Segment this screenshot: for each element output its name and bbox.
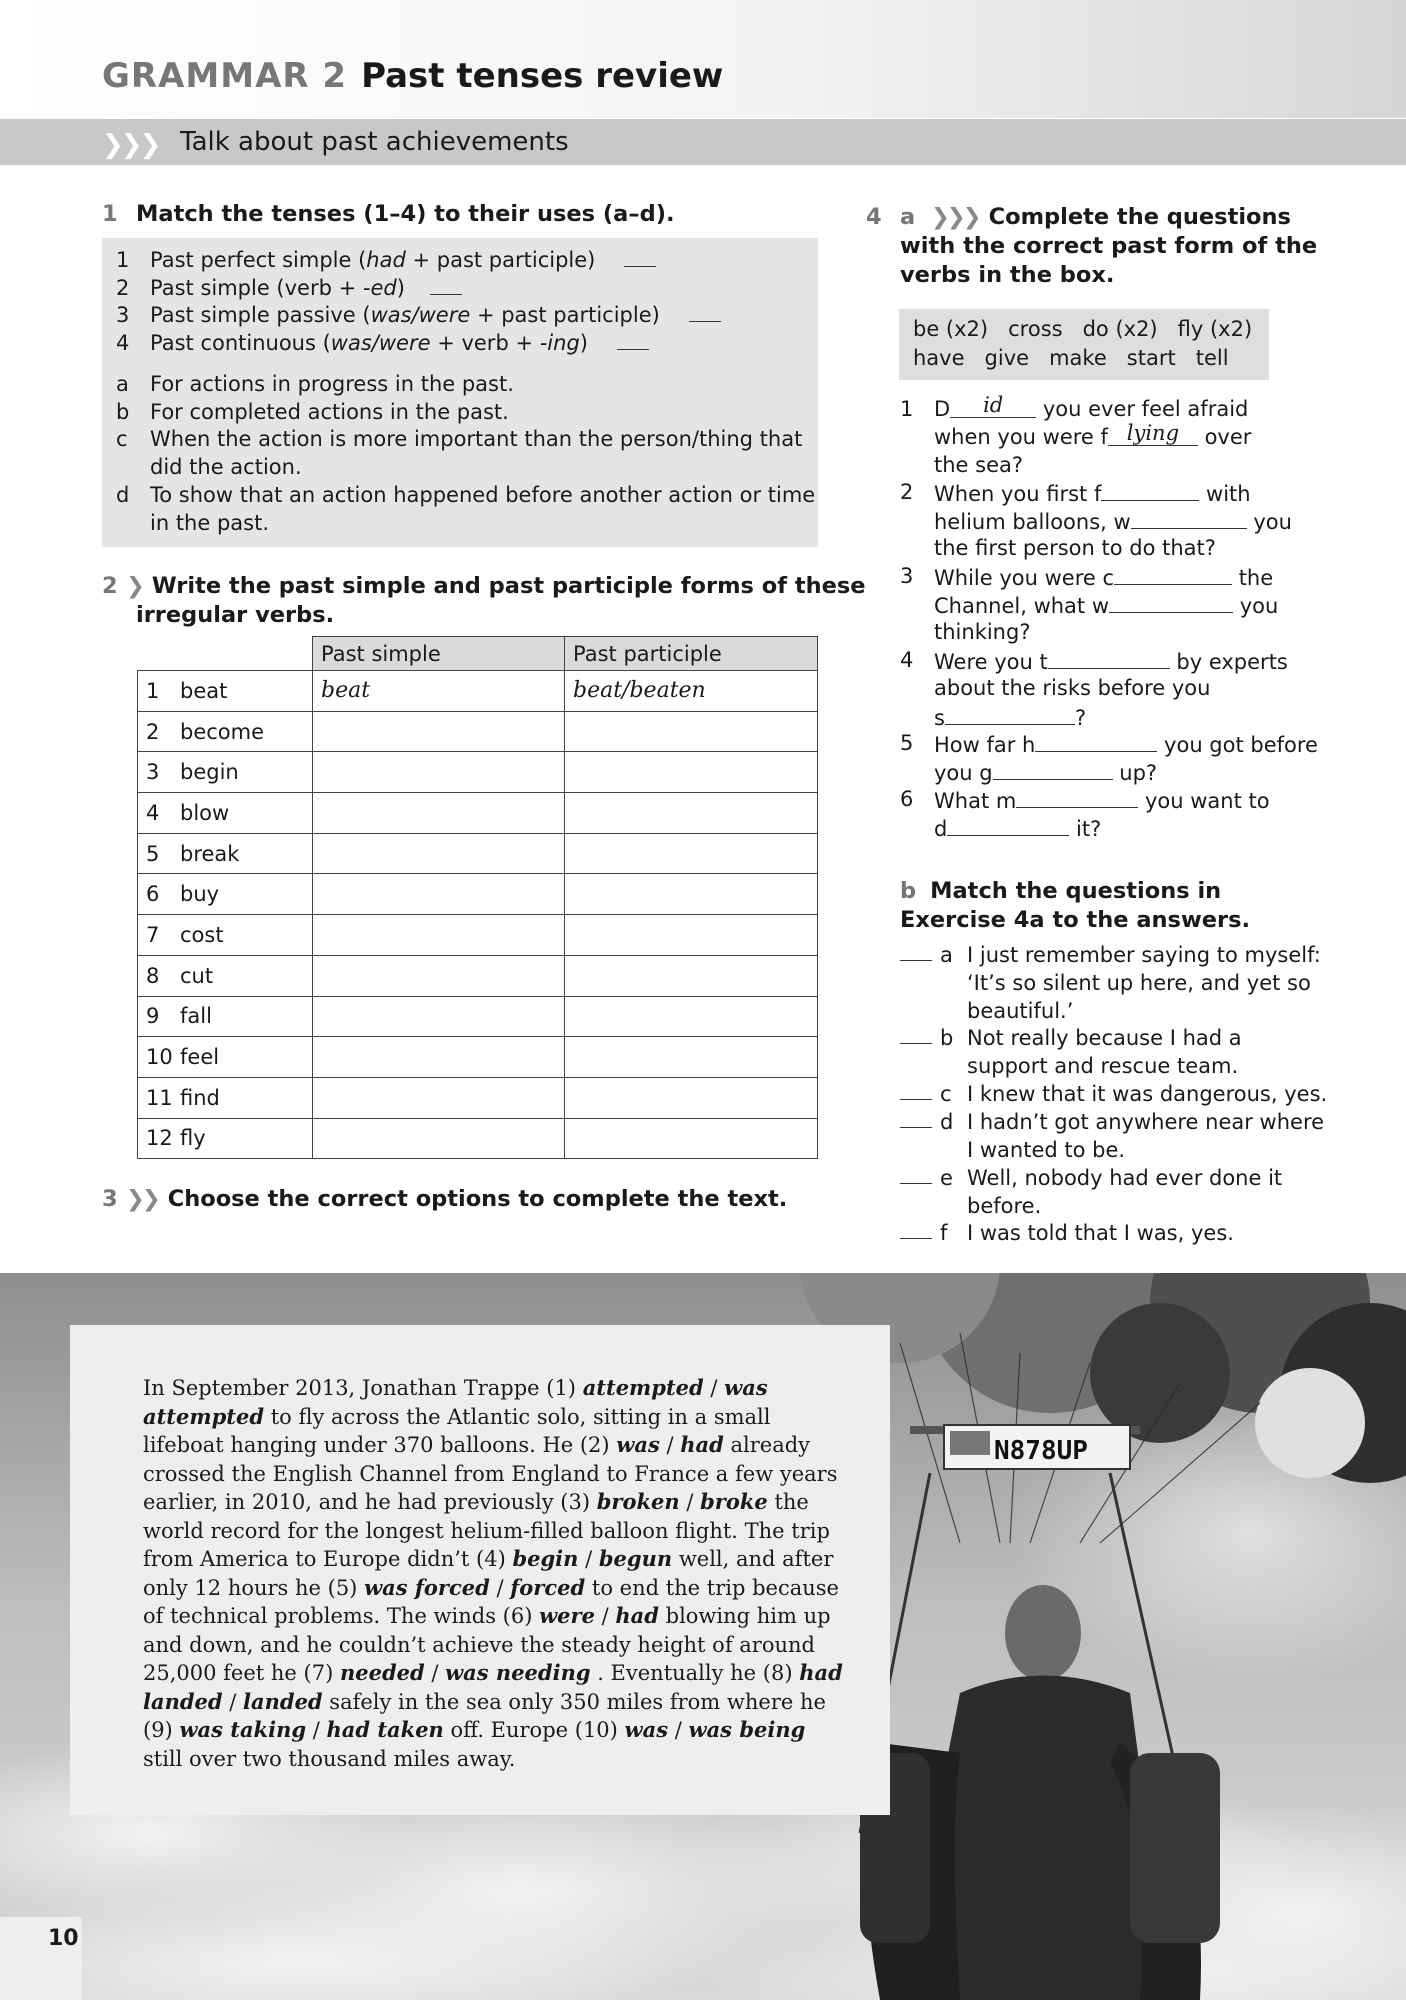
verb-cell — [138, 833, 313, 874]
ex4b-heading-l2: Exercise 4a to the answers. — [900, 907, 1251, 933]
table-corner — [138, 637, 313, 671]
story-run: already crossed the English Channel from England to France a few years earlier, in 2010, and he had previously (3) — [143, 1433, 838, 1514]
tense-text: Past simple passive ( — [150, 303, 371, 327]
story-run: / — [679, 1490, 701, 1514]
verb: beat — [180, 678, 228, 703]
tense-number: 2 — [116, 276, 130, 300]
table-row — [138, 1037, 818, 1078]
past-participle-cell[interactable] — [565, 833, 818, 874]
q-text: up? — [1112, 760, 1158, 785]
question-number: 5 — [900, 731, 914, 755]
question-line — [934, 814, 1101, 844]
verb-cell — [138, 793, 313, 834]
use-text: To show that an action happened before another action or time — [150, 483, 816, 507]
story-option[interactable]: had landed — [143, 1660, 843, 1714]
past-simple-cell[interactable] — [313, 793, 565, 834]
row-number: 9 — [146, 1004, 160, 1029]
q-text: you ever feel afraid — [1036, 397, 1249, 421]
verb: find — [180, 1085, 220, 1110]
ex4a-heading — [866, 203, 1317, 290]
answer-blank[interactable] — [624, 249, 656, 267]
verb: fall — [180, 1004, 212, 1029]
use-item-a — [116, 371, 514, 399]
past-participle-cell[interactable] — [565, 1077, 818, 1118]
tense-number: 3 — [116, 303, 130, 327]
story-run: off. Europe (10) — [443, 1718, 625, 1742]
answer-letter: d — [940, 1110, 954, 1134]
question-line — [934, 647, 1288, 677]
row-number: 10 — [146, 1045, 173, 1070]
q-text: How far h — [934, 733, 1036, 757]
story-run: / — [489, 1575, 511, 1600]
story-option[interactable]: was — [624, 1717, 669, 1742]
use-letter: a — [116, 372, 129, 396]
table-row — [138, 752, 818, 793]
use-text: For completed actions in the past. — [150, 400, 509, 424]
question-line — [934, 479, 1251, 509]
tense-italic: was/were — [330, 331, 431, 355]
answer-text: I wanted to be. — [967, 1137, 1126, 1162]
tense-text: + verb + — [430, 331, 540, 355]
question-line — [934, 420, 1252, 452]
story-option[interactable]: broken — [596, 1489, 680, 1514]
use-item-c — [116, 426, 802, 454]
answer-blank[interactable] — [1114, 563, 1232, 585]
ex1-heading-text: Match the tenses (1–4) to their uses (a–d). — [136, 201, 675, 227]
use-item-d — [116, 482, 815, 510]
q-text: you — [1246, 509, 1292, 534]
subtitle: Talk about past achievements — [180, 127, 569, 157]
past-participle-cell[interactable] — [565, 1118, 818, 1159]
answer-letter: b — [940, 1026, 954, 1050]
past-simple-cell[interactable] — [313, 711, 565, 752]
story-option[interactable]: broke — [700, 1489, 768, 1514]
use-text: For actions in progress in the past. — [150, 372, 514, 396]
ex2-number: 2 — [102, 573, 118, 599]
answer-text: I hadn’t got anywhere near where — [967, 1110, 1325, 1134]
answer-blank[interactable] — [900, 1043, 932, 1044]
story-run: still over two thousand miles away. — [143, 1746, 516, 1771]
use-letter: d — [116, 483, 130, 507]
verb: become — [180, 719, 265, 744]
chevrons-icon: ❯❯❯ — [102, 130, 159, 160]
verb: buy — [180, 882, 220, 907]
answer-blank[interactable] — [1109, 591, 1233, 613]
verb-cell — [138, 1037, 313, 1078]
ex1-heading — [102, 200, 675, 229]
story-option[interactable]: had — [680, 1432, 724, 1457]
tense-item-3 — [116, 302, 721, 330]
answer-blank[interactable] — [430, 277, 462, 295]
ex3-heading-text: Choose the correct options to complete the text. — [167, 1186, 788, 1212]
table-row — [138, 671, 818, 712]
answer-blank[interactable] — [900, 1183, 932, 1184]
chevron-icon: ❯ — [126, 573, 142, 599]
story-option[interactable]: was needing — [445, 1660, 591, 1685]
table-row — [138, 793, 818, 834]
past-participle-cell[interactable] — [565, 955, 818, 996]
story-run: blowing him up and down, and he couldn’t achieve the steady height of around 25,000 feet he (7) — [143, 1604, 831, 1685]
verb: blow — [180, 800, 230, 825]
question-line — [934, 758, 1157, 788]
question-line — [934, 730, 1318, 760]
row-number: 11 — [146, 1085, 173, 1110]
past-simple-cell[interactable] — [313, 996, 565, 1037]
story-option[interactable]: was being — [688, 1717, 806, 1742]
tense-number: 1 — [116, 248, 130, 272]
answer-letter: e — [940, 1166, 953, 1190]
row-number: 6 — [146, 882, 160, 907]
tense-text: Past continuous ( — [150, 331, 331, 355]
story-run: well, and after only 12 hours he (5) — [143, 1547, 834, 1600]
question-number: 6 — [900, 787, 914, 811]
q-text: helium balloons, w — [934, 509, 1131, 534]
past-participle-cell[interactable]: beat/beaten — [565, 671, 818, 712]
tense-italic: -ing — [539, 331, 580, 355]
q-text: s — [934, 705, 945, 730]
story-run: safely in the sea only 350 miles from where he (9) — [143, 1689, 826, 1742]
story-option[interactable]: landed — [243, 1688, 323, 1714]
past-participle-cell[interactable] — [565, 752, 818, 793]
past-participle-cell[interactable] — [565, 915, 818, 956]
story-run: to fly across the Atlantic solo, sitting in a small lifeboat hanging under 370 balloons. He (2) — [143, 1404, 771, 1457]
use-item-d-cont — [116, 510, 269, 538]
ex3-heading — [102, 1185, 787, 1214]
answer-text: support and rescue team. — [967, 1053, 1239, 1078]
table-header-row — [138, 637, 818, 671]
answer-text: Not really because I had a — [967, 1026, 1242, 1050]
q-text: over — [1197, 424, 1252, 449]
past-simple-cell[interactable] — [313, 915, 565, 956]
past-simple-cell[interactable]: beat — [313, 671, 565, 712]
ex4a-heading-l3: verbs in the box. — [900, 262, 1115, 288]
ex2-heading-l2: irregular verbs. — [136, 602, 335, 628]
row-number: 3 — [146, 760, 160, 785]
row-number: 4 — [146, 800, 160, 825]
answer-blank[interactable] — [1131, 507, 1247, 529]
table-row — [138, 711, 818, 752]
answer-text: I was told that I was, yes. — [967, 1221, 1234, 1245]
answer-blank[interactable] — [993, 758, 1113, 780]
q-text: D — [934, 397, 951, 421]
page-title — [102, 56, 723, 96]
chevrons-icon: ❯❯❯ — [931, 204, 979, 230]
question-number: 4 — [900, 648, 914, 672]
tense-text: ) — [579, 331, 588, 355]
story-run: / — [668, 1718, 689, 1742]
past-simple-cell[interactable] — [313, 955, 565, 996]
past-participle-cell[interactable] — [565, 996, 818, 1037]
story-run: to end the trip because of technical problems. The winds (6) — [143, 1575, 839, 1628]
story-run: / — [703, 1376, 725, 1400]
past-participle-cell[interactable] — [565, 1037, 818, 1078]
story-run: / — [578, 1547, 599, 1571]
story-option[interactable]: forced — [510, 1574, 586, 1600]
q-text: by experts — [1169, 650, 1288, 674]
answer-blank[interactable] — [689, 304, 721, 322]
ex4b-heading-l1: Match the questions in — [930, 878, 1222, 904]
answer-text: Well, nobody had ever done it — [967, 1166, 1283, 1190]
q-text: you g — [934, 760, 993, 785]
story-option[interactable]: was taking — [179, 1717, 307, 1742]
story-option[interactable]: attempted — [582, 1375, 704, 1400]
table-row — [138, 955, 818, 996]
tense-item-1 — [116, 247, 656, 275]
question-line — [934, 703, 1086, 733]
answer-letter: f — [940, 1221, 948, 1245]
verb: fly — [180, 1126, 206, 1151]
q-text: What m — [934, 789, 1017, 813]
verb-cell — [138, 874, 313, 915]
row-number: 5 — [146, 841, 160, 866]
table-row — [138, 915, 818, 956]
answer-text: before. — [967, 1193, 1042, 1218]
question-line — [934, 507, 1292, 537]
verb-cell — [138, 711, 313, 752]
story-option[interactable]: was — [616, 1432, 660, 1457]
q-text: When you first f — [934, 482, 1102, 506]
answer-blank[interactable] — [1101, 479, 1199, 501]
table-row — [138, 996, 818, 1037]
tense-italic: had — [366, 248, 406, 272]
ex4a-heading-l2: with the correct past form of the — [900, 233, 1318, 259]
title-text: Past tenses review — [361, 56, 724, 96]
past-participle-cell[interactable] — [565, 874, 818, 915]
table-row — [138, 833, 818, 874]
verb: cut — [180, 963, 214, 988]
question-line — [934, 563, 1273, 593]
q-text: While you were c — [934, 566, 1115, 590]
table-row — [138, 1118, 818, 1159]
verb-box-line-2: have give make start tell — [913, 346, 1229, 370]
answer-blank[interactable] — [945, 703, 1075, 725]
q-text: Were you t — [934, 650, 1048, 674]
page-number: 10 — [48, 1926, 79, 1951]
verb: cost — [180, 922, 224, 947]
past-simple-cell[interactable] — [313, 833, 565, 874]
chevrons-icon: ❯❯ — [126, 1186, 158, 1212]
q-text: ? — [1074, 705, 1087, 730]
story-run: / — [659, 1433, 681, 1457]
q-text: it? — [1069, 816, 1102, 841]
answer-blank[interactable] — [900, 1238, 932, 1239]
ex4a-heading-l1: Complete the questions — [988, 204, 1291, 230]
answer-blank[interactable] — [900, 1127, 932, 1128]
answer-blank[interactable] — [1048, 647, 1170, 669]
q-text: when you were f — [934, 424, 1108, 449]
ex4b-heading — [900, 877, 1250, 935]
row-number: 2 — [146, 719, 160, 744]
verb: break — [180, 841, 240, 866]
table-row — [138, 1077, 818, 1118]
question-line: the first person to do that? — [934, 535, 1216, 560]
q-text: you want to — [1138, 789, 1270, 813]
ex1-number: 1 — [102, 201, 118, 227]
question-number: 2 — [900, 480, 914, 504]
use-letter: b — [116, 400, 130, 424]
past-participle-cell[interactable] — [565, 711, 818, 752]
story-text — [143, 1374, 843, 1773]
tail-number: N878UP — [994, 1436, 1088, 1466]
verb-cell — [138, 1118, 313, 1159]
past-simple-cell[interactable] — [313, 752, 565, 793]
table-row — [138, 874, 818, 915]
story-run: . Eventually he (8) — [590, 1661, 800, 1685]
verb-cell — [138, 955, 313, 996]
answer-text: I just remember saying to myself: — [967, 943, 1321, 967]
tense-number: 4 — [116, 331, 130, 355]
ex2-heading — [102, 572, 866, 630]
story-option[interactable]: begin — [512, 1546, 579, 1571]
flag-icon — [950, 1431, 990, 1455]
tense-italic: was/were — [370, 303, 471, 327]
story-run: / — [306, 1718, 327, 1742]
story-run: / — [222, 1689, 244, 1714]
tense-item-2 — [116, 275, 462, 303]
use-text: When the action is more important than the person/thing that — [150, 427, 803, 451]
verb-cell — [138, 671, 313, 712]
question-line: thinking? — [934, 619, 1031, 644]
verb-box — [899, 309, 1269, 380]
question-line: the sea? — [934, 452, 1024, 477]
tense-text: ) — [396, 276, 405, 300]
answer-blank[interactable] — [947, 814, 1069, 836]
verb-cell — [138, 996, 313, 1037]
row-number: 12 — [146, 1126, 173, 1151]
past-simple-cell[interactable] — [313, 1118, 565, 1159]
q-text: d — [934, 816, 948, 841]
verb-cell — [138, 752, 313, 793]
answer-blank[interactable] — [900, 960, 932, 961]
answer-letter: c — [940, 1082, 952, 1106]
question-line — [934, 786, 1270, 816]
answer-blank[interactable] — [617, 332, 649, 350]
row-number: 7 — [146, 922, 160, 947]
q-text: you got before — [1157, 733, 1318, 757]
handwritten-answer: lying — [1126, 420, 1180, 445]
answer-blank[interactable] — [1035, 730, 1157, 752]
use-text: did the action. — [150, 455, 302, 479]
tense-text: Past perfect simple ( — [150, 248, 367, 272]
q-text: the — [1232, 566, 1274, 590]
use-item-b — [116, 399, 509, 427]
answer-text: ‘It’s so silent up here, and yet so — [967, 970, 1311, 995]
past-simple-cell[interactable] — [313, 874, 565, 915]
answer-blank[interactable] — [1108, 420, 1198, 446]
ex4-number: 4 — [866, 204, 882, 230]
story-option[interactable]: had taken — [326, 1717, 444, 1742]
story-run: In September 2013, Jonathan Trappe (1) — [143, 1376, 583, 1400]
use-item-c-cont — [116, 454, 302, 482]
ex2-heading-l1: Write the past simple and past participle forms of these — [151, 573, 866, 599]
tense-italic: -ed — [362, 276, 397, 300]
tense-text: Past simple (verb + — [150, 276, 363, 300]
tense-item-4 — [116, 330, 649, 358]
question-number: 1 — [900, 397, 914, 421]
question-line — [934, 393, 1249, 424]
story-run: / — [424, 1661, 446, 1685]
question-number: 3 — [900, 564, 914, 588]
verb-cell — [138, 915, 313, 956]
question-line: about the risks before you — [934, 675, 1211, 700]
grammar-label: GRAMMAR 2 — [102, 56, 348, 96]
col-past-participle: Past participle — [565, 637, 818, 671]
tense-text: + past participle) — [470, 303, 660, 327]
story-option[interactable]: begun — [598, 1546, 673, 1571]
story-option[interactable]: were — [539, 1603, 595, 1628]
use-text: in the past. — [150, 511, 270, 535]
row-number: 1 — [146, 678, 160, 703]
story-option[interactable]: needed — [339, 1660, 425, 1685]
tense-text: + past participle) — [405, 248, 596, 272]
verb-box-line-1: be (x2) cross do (x2) fly (x2) — [913, 317, 1253, 341]
answer-text: beautiful.’ — [967, 998, 1074, 1023]
answer-blank[interactable] — [1016, 786, 1138, 808]
col-past-simple: Past simple — [313, 637, 565, 671]
story-option[interactable]: was forced — [364, 1574, 490, 1600]
q-text: Channel, what w — [934, 593, 1110, 618]
story-option[interactable]: was attempted — [143, 1375, 768, 1429]
story-option[interactable]: had — [615, 1603, 659, 1628]
past-simple-cell[interactable] — [313, 1077, 565, 1118]
answer-text: I knew that it was dangerous, yes. — [967, 1082, 1328, 1106]
answer-letter: a — [940, 943, 953, 967]
past-simple-cell[interactable] — [313, 1037, 565, 1078]
use-letter: c — [116, 427, 128, 451]
answer-blank[interactable] — [950, 393, 1036, 418]
story-run: the world record for the longest helium-filled balloon flight. The trip from America to Europe didn’t (4) — [143, 1490, 830, 1571]
past-participle-cell[interactable] — [565, 793, 818, 834]
ex4b-part: b — [900, 878, 917, 904]
verb: begin — [180, 760, 239, 785]
q-text: you — [1233, 593, 1279, 618]
verbs-table — [137, 636, 818, 1159]
q-text: with — [1199, 482, 1251, 506]
story-run: / — [594, 1604, 616, 1628]
row-number: 8 — [146, 963, 160, 988]
verb-cell — [138, 1077, 313, 1118]
handwritten-answer: id — [983, 393, 1004, 417]
verb: feel — [180, 1045, 220, 1070]
ex4a-part: a — [900, 204, 916, 230]
ex3-number: 3 — [102, 1186, 118, 1212]
question-line — [934, 591, 1278, 621]
answer-blank[interactable] — [900, 1099, 932, 1100]
